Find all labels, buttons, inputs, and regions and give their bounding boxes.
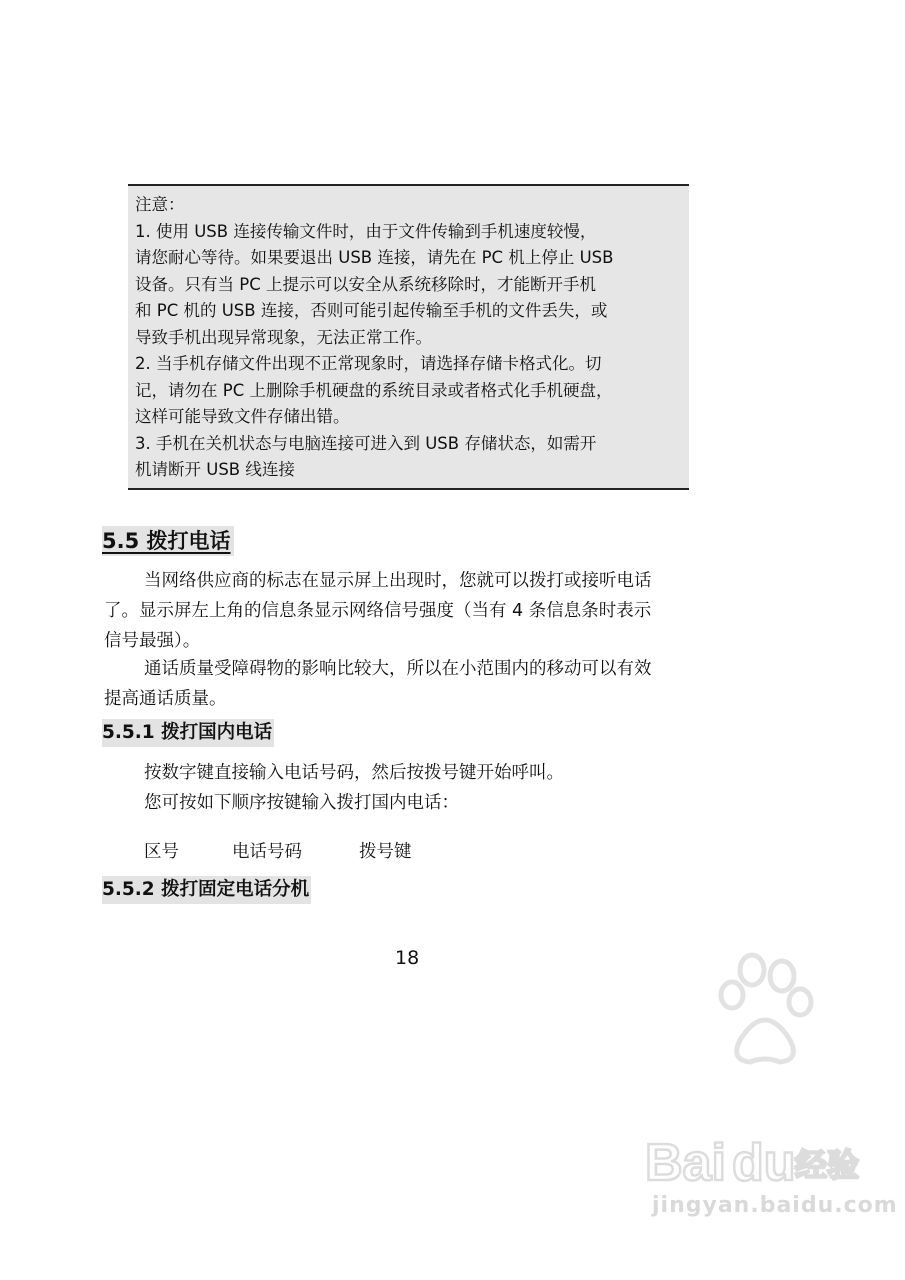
paragraph-line: 您可按如下顺序按键输入拨打国内电话： — [144, 793, 459, 813]
note-box — [128, 184, 689, 490]
sequence-dial-key: 拨号键 — [359, 842, 412, 862]
svg-text:经验: 经验 — [795, 1147, 860, 1183]
note-line: 设备。只有当 PC 上提示可以安全从系统移除时，才能断开手机 — [135, 274, 596, 294]
note-line: 2. 当手机存储文件出现不正常现象时，请选择存储卡格式化。切 — [135, 354, 602, 373]
note-line: 3. 手机在关机状态与电脑连接可进入到 USB 存储状态，如需开 — [135, 433, 597, 453]
note-line: 和 PC 机的 USB 连接，否则可能引起传输至手机的文件丢失，或 — [135, 301, 608, 320]
section-heading-5-5-1: 5.5.1 拨打国内电话 — [102, 719, 274, 747]
paragraph-network — [104, 566, 716, 656]
note-line: 注意： — [135, 195, 185, 214]
sequence-area-code: 区号 — [144, 842, 179, 862]
paragraph-line: 通话质量受障碍物的影响比较大，所以在小范围内的移动可以有效 — [144, 659, 652, 679]
svg-text:Bai: Bai — [645, 1134, 726, 1192]
paragraph-line: 了。显示屏左上角的信息条显示网络信号强度（当有 4 条信息条时表示 — [104, 601, 652, 621]
paragraph-line: 提高通话质量。 — [104, 689, 227, 709]
section-heading-5-5: 5.5 拨打电话 — [102, 526, 234, 556]
page-number: 18 — [395, 947, 420, 969]
note-line: 机请断开 USB 线连接 — [135, 460, 295, 479]
paragraph-quality — [104, 654, 716, 714]
section-heading-5-5-2: 5.5.2 拨打固定电话分机 — [102, 876, 311, 904]
note-line: 1. 使用 USB 连接传输文件时，由于文件传输到手机速度较慢， — [135, 221, 597, 241]
note-line: 导致手机出现异常现象，无法正常工作。 — [135, 327, 432, 347]
note-line: 这样可能导致文件存储出错。 — [135, 407, 350, 426]
note-line: 记，请勿在 PC 上删除手机硬盘的系统目录或者格式化手机硬盘， — [135, 380, 613, 400]
paragraph-line: 信号最强）。 — [104, 631, 201, 651]
paragraph-line: 当网络供应商的标志在显示屏上出现时，您就可以拨打或接听电话 — [144, 571, 652, 591]
watermark-url: jingyan.baidu.com — [652, 1193, 898, 1218]
svg-text:du: du — [732, 1134, 796, 1192]
paragraph-domestic — [104, 758, 716, 818]
note-line: 请您耐心等待。如果要退出 USB 连接，请先在 PC 机上停止 USB — [135, 248, 614, 267]
sequence-phone-number: 电话号码 — [232, 842, 302, 862]
paragraph-line: 按数字键直接输入电话号码，然后按拨号键开始呼叫。 — [144, 763, 564, 783]
